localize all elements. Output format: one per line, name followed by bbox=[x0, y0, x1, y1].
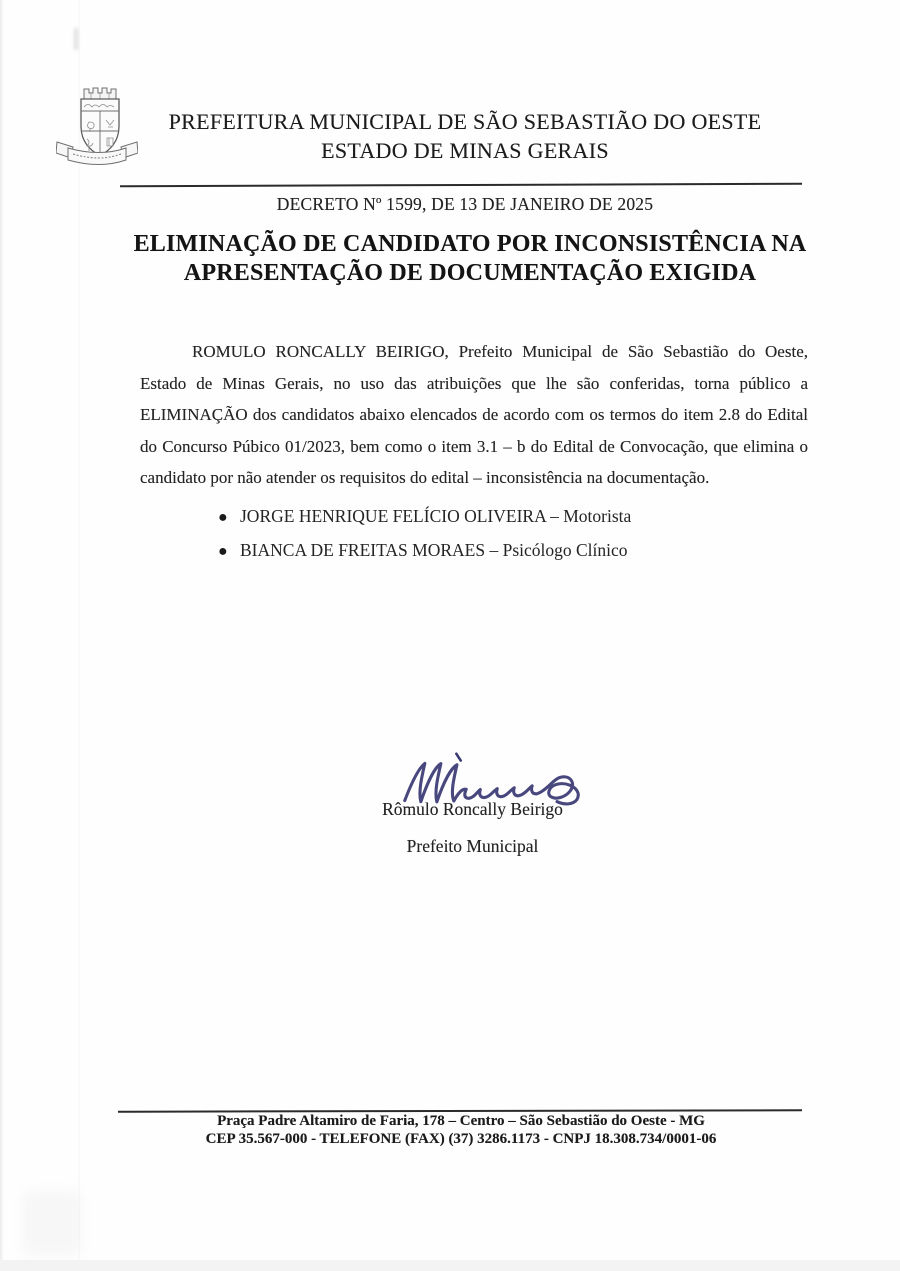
scan-faint-blob bbox=[22, 1190, 82, 1256]
body-text-line: candidato por não atender os requisitos do edital – inconsistência na documentação. bbox=[140, 468, 710, 488]
document-title-line1: ELIMINAÇÃO DE CANDIDATO POR INCONSISTÊNCIA NA bbox=[133, 231, 807, 257]
organization-state: ESTADO DE MINAS GERAIS bbox=[321, 137, 609, 163]
bullet-icon: ● bbox=[218, 509, 228, 526]
candidate-name: JORGE HENRIQUE FELÍCIO OLIVEIRA – Motorista bbox=[240, 506, 632, 526]
header-divider-line bbox=[120, 183, 802, 188]
body-text-line: do Concurso Púbico 01/2023, bem como o item 3.1 – b do Edital de Convocação, que elimina o bbox=[140, 436, 808, 456]
scan-bottom-edge bbox=[0, 1260, 900, 1271]
organization-name-block bbox=[125, 108, 805, 165]
decree-number-line: DECRETO Nº 1599, DE 13 DE JANEIRO DE 2025 bbox=[276, 194, 654, 214]
decree-body-paragraph bbox=[140, 336, 808, 494]
candidate-name: BIANCA DE FREITAS MORAES – Psicólogo Clínico bbox=[240, 540, 628, 560]
eliminated-candidates-list bbox=[218, 500, 631, 568]
bullet-icon: ● bbox=[218, 543, 228, 560]
body-text-line: Estado de Minas Gerais, no uso das atribuições que lhe são conferidas, torna público a bbox=[140, 373, 808, 393]
footer-address: Praça Padre Altamiro de Faria, 178 – Centro – São Sebastião do Oeste - MG bbox=[217, 1113, 705, 1129]
scan-left-edge-shadow bbox=[0, 0, 4, 1271]
body-text-line: ELIMINAÇÃO dos candidatos abaixo elencados de acordo com os termos do item 2.8 do Edital bbox=[140, 405, 808, 425]
footer-block bbox=[120, 1113, 802, 1148]
document-title bbox=[90, 230, 850, 288]
candidate-list-item bbox=[218, 534, 631, 568]
document-title-line2: APRESENTAÇÃO DE DOCUMENTAÇÃO EXIGIDA bbox=[183, 260, 757, 286]
signer-role: Prefeito Municipal bbox=[406, 836, 539, 856]
candidate-list-item bbox=[218, 500, 631, 534]
scan-smudge-mark bbox=[74, 28, 78, 50]
organization-name: PREFEITURA MUNICIPAL DE SÃO SEBASTIÃO DO OESTE bbox=[168, 109, 762, 134]
footer-contact: CEP 35.567-000 - TELEFONE (FAX) (37) 3286.1173 - CNPJ 18.308.734/0001-06 bbox=[205, 1130, 717, 1147]
body-text-line: ROMULO RONCALLY BEIRIGO, Prefeito Municipal de São Sebastião do Oeste, bbox=[192, 342, 808, 361]
signer-name: Rômulo Roncally Beirigo bbox=[382, 799, 563, 819]
scan-fold-line bbox=[78, 0, 80, 1271]
